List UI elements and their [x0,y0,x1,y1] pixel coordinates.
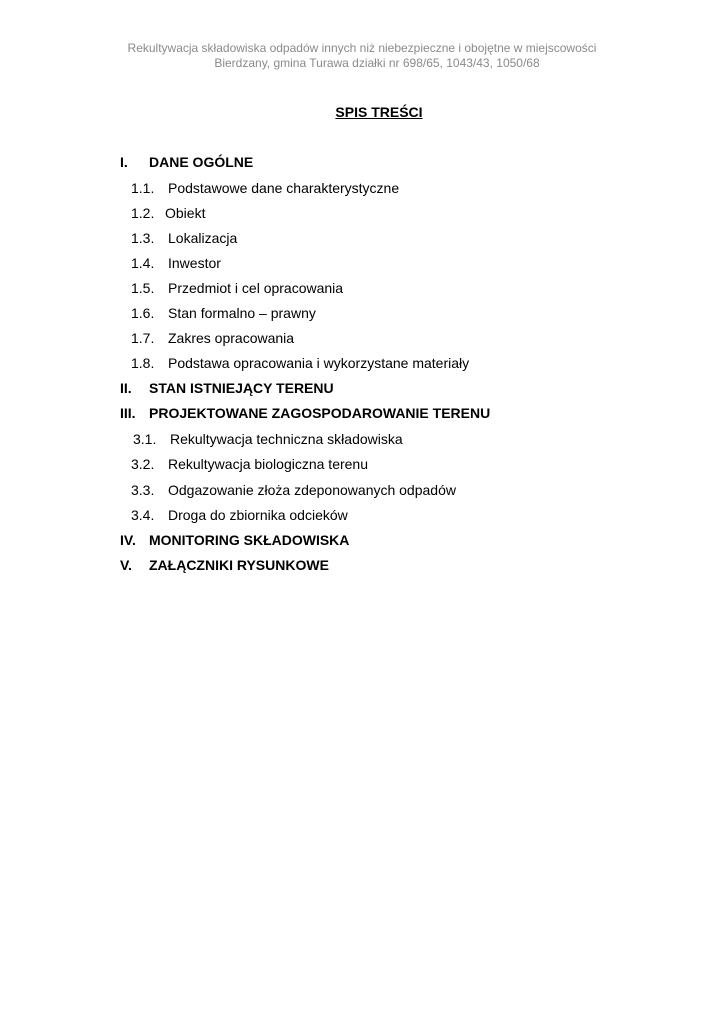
toc-entry-text: ZAŁĄCZNIKI RYSUNKOWE [149,557,329,573]
toc-entry-number: I. [120,154,128,170]
toc-entry-text: Lokalizacja [168,230,238,246]
toc-entry-text: Przedmiot i cel opracowania [168,280,344,296]
toc-entry-text: Rekultywacja techniczna składowiska [170,431,403,447]
toc-entry-text: Obiekt [165,205,206,221]
toc-entry-text: Podstawa opracowania i wykorzystane materiały [168,355,470,371]
toc-title: SPIS TREŚCI [335,104,423,120]
toc-entry-number: 1.7. [131,330,155,346]
toc-entry-text: PROJEKTOWANE ZAGOSPODAROWANIE TERENU [149,405,491,421]
toc-entry-number: III. [120,405,136,421]
toc-entry-number: 1.8. [131,355,155,371]
toc-entry-number: 1.1. [131,180,155,196]
toc-entry-text: Stan formalno – prawny [168,305,316,321]
toc-entry-text: Zakres opracowania [168,330,295,346]
toc-entry-number: II. [120,380,132,396]
toc-entry-text: STAN ISTNIEJĄCY TERENU [149,380,334,396]
toc-entry-number: 1.3. [131,230,155,246]
toc-entry-text: Droga do zbiornika odcieków [168,507,348,523]
toc-entry-number: 3.4. [131,507,155,523]
toc-entry-number: 3.1. [133,431,157,447]
toc-entry-number: 3.3. [131,482,155,498]
toc-entry-text: MONITORING SKŁADOWISKA [149,532,350,548]
toc-entry-number: V. [120,557,132,573]
header-line-2: Bierdzany, gmina Turawa działki nr 698/65, 1043/43, 1050/68 [214,56,540,70]
toc-entry-text: Rekultywacja biologiczna terenu [168,456,368,472]
toc-entry-number: 1.5. [131,280,155,296]
toc-entry-number: IV. [120,532,136,548]
toc-entry-number: 1.6. [131,305,155,321]
toc-entry-text: Odgazowanie złoża zdeponowanych odpadów [168,482,456,498]
toc-entry-number: 1.4. [131,255,155,271]
toc-entry-text: Podstawowe dane charakterystyczne [168,180,400,196]
header-line-1: Rekultywacja składowiska odpadów innych niż niebezpieczne i obojętne w miejscowości [127,41,597,55]
toc-entry-number: 3.2. [131,456,155,472]
toc-entry-text: DANE OGÓLNE [149,154,254,170]
toc-entry-text: Inwestor [168,255,221,271]
toc-entry-number: 1.2. [131,205,155,221]
